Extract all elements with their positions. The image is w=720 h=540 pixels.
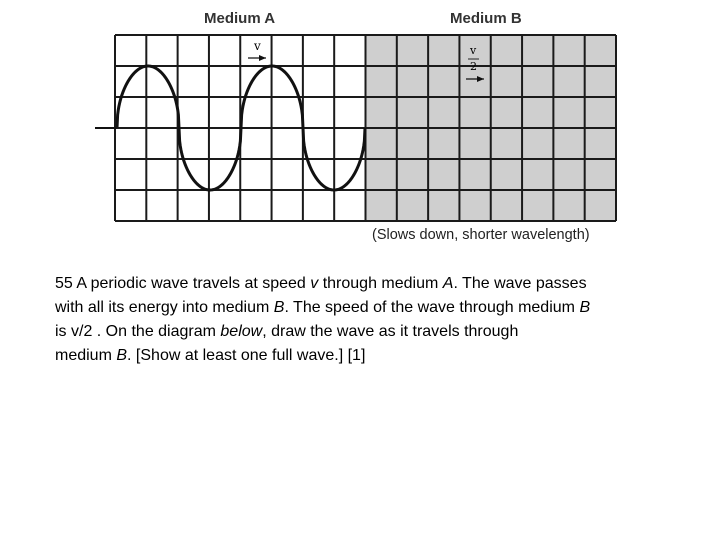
question-text-segment: with all its energy into medium [55, 299, 274, 316]
question-line-2 [55, 296, 675, 320]
question-text [55, 272, 675, 368]
question-text-segment: medium [55, 347, 117, 364]
question-italic-a: A [442, 275, 454, 292]
question-italic-b: B [273, 299, 285, 316]
question-line-3 [55, 320, 675, 344]
question-italic-b: B [116, 347, 128, 364]
question-text-segment: . The wave passes [453, 275, 587, 292]
question-italic-below: below [220, 323, 263, 340]
speed-b-numerator: v [470, 44, 477, 57]
question-text-segment: is v/2 . On the diagram [55, 323, 221, 340]
wave-diagram [0, 0, 720, 260]
speed-b-denominator: 2 [470, 60, 477, 73]
question-text-segment: 55 A periodic wave travels at speed [55, 275, 311, 292]
speed-a-label: v [254, 39, 261, 53]
medium-a-label: Medium A [204, 10, 276, 27]
question-line-1 [55, 272, 675, 296]
question-text-segment: . The speed of the wave through medium [284, 299, 580, 316]
diagram-caption: (Slows down, shorter wavelength) [372, 227, 590, 243]
question-line-4 [55, 344, 675, 368]
question-text-segment: through medium [318, 275, 443, 292]
question-italic-v: v [310, 275, 319, 292]
question-text-segment: . [Show at least one full wave.] [1] [127, 347, 366, 364]
medium-b-label: Medium B [450, 10, 522, 27]
question-text-segment: , draw the wave as it travels through [262, 323, 519, 340]
question-italic-b: B [579, 299, 591, 316]
